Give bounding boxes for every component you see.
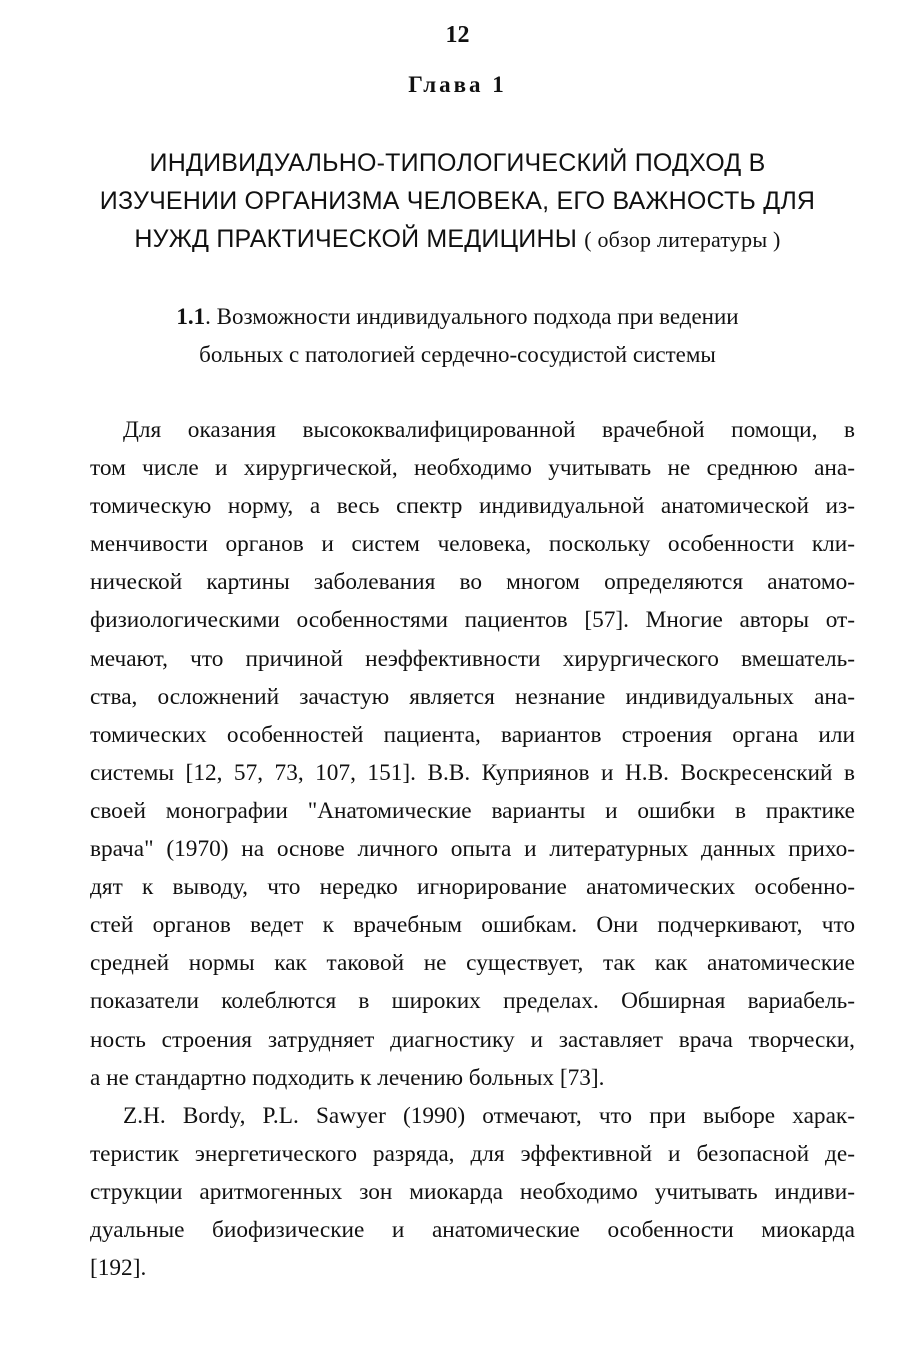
section-title-line: больных с патологией сердечно-сосудистой системы: [199, 342, 716, 367]
paragraph-2: [90, 1097, 855, 1287]
chapter-title-note: ( обзор литературы ): [584, 227, 781, 252]
text-line: физиологическими особенностями пациентов [57]. Многие авторы от-: [90, 607, 855, 634]
text-line: Z.H. Bordy, P.L. Sawyer (1990) отмечают, что при выборе харак-: [123, 1102, 855, 1129]
chapter-title-line: ИНДИВИДУАЛЬНО-ТИПОЛОГИЧЕСКИЙ ПОДХОД В: [149, 149, 766, 177]
text-line: томических особенностей пациента, вариантов строения органа или: [90, 721, 855, 748]
text-line: стей органов ведет к врачебным ошибкам. Они подчеркивают, что: [90, 912, 855, 939]
chapter-title-line: [40, 220, 875, 259]
text-line: Для оказания высококвалифицированной врачебной помощи, в: [123, 417, 855, 443]
section-title-line: [60, 298, 855, 336]
text-line: показатели колеблются в широких пределах. Обширная вариабель-: [90, 988, 855, 1015]
text-line: ность строения затрудняет диагностику и заставляет врача творчески,: [90, 1026, 855, 1053]
text-line: дят к выводу, что нередко игнорирование анатомических особенно-: [90, 874, 855, 901]
text-line: [192].: [90, 1255, 147, 1282]
text-line: менчивости органов и систем человека, поскольку особенности кли-: [90, 531, 855, 558]
text-line: дуальные биофизические и анатомические особенности миокарда: [90, 1216, 855, 1243]
section-number: 1.1: [176, 304, 206, 329]
paragraph-1: [90, 411, 855, 1097]
page-number: 12: [445, 22, 470, 48]
chapter-title: [40, 144, 875, 259]
chapter-title-line: ИЗУЧЕНИИ ОРГАНИЗМА ЧЕЛОВЕКА, ЕГО ВАЖНОСТЬ ДЛЯ: [99, 187, 816, 215]
text-line: а не стандартно подходить к лечению больных [73].: [90, 1064, 605, 1091]
text-line: мечают, что причиной неэффективности хирургического вмешатель-: [90, 645, 855, 672]
section-title-text: . Возможности индивидуального подхода при ведении: [205, 304, 739, 329]
chapter-label: Глава 1: [408, 72, 507, 97]
text-line: ства, осложнений зачастую является незнание индивидуальных ана-: [90, 683, 855, 710]
text-line: средней нормы как таковой не существует, так как анатомические: [90, 950, 855, 977]
text-line: врача" (1970) на основе личного опыта и литературных данных прихо-: [90, 836, 855, 863]
text-line: теристик энергетического разряда, для эффективной и безопасной де-: [90, 1140, 855, 1167]
section-title: [60, 298, 855, 374]
text-line: томическую норму, а весь спектр индивидуальной анатомической из-: [90, 493, 855, 520]
text-line: нической картины заболевания во многом определяются анатомо-: [90, 569, 855, 596]
body-text: [90, 411, 855, 1287]
text-line: своей монографии "Анатомические варианты и ошибки в практике: [90, 797, 855, 824]
chapter-title-line-text: НУЖД ПРАКТИЧЕСКОЙ МЕДИЦИНЫ: [134, 225, 578, 253]
text-line: струкции аритмогенных зон миокарда необходимо учитывать индиви-: [90, 1178, 855, 1205]
text-line: системы [12, 57, 73, 107, 151]. В.В. Куприянов и Н.В. Воскресенский в: [90, 759, 855, 786]
text-line: том числе и хирургической, необходимо учитывать не среднюю ана-: [90, 455, 855, 482]
